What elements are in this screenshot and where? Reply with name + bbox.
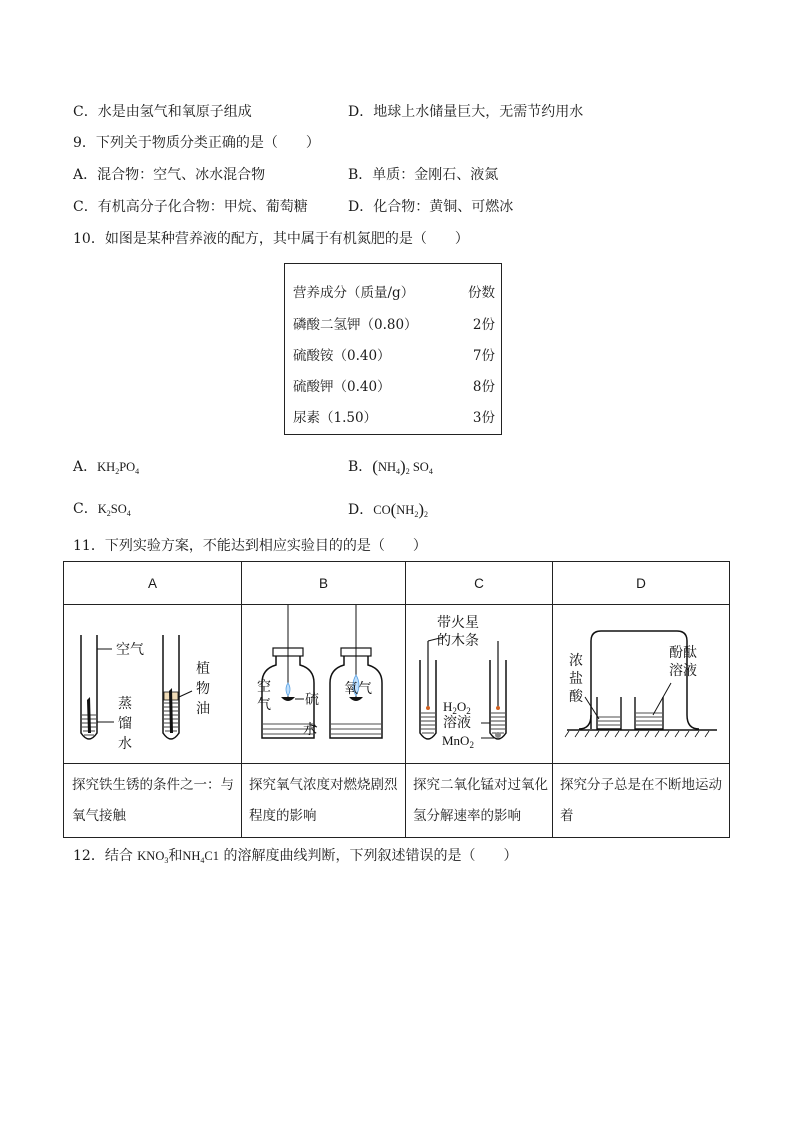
q10-option-a-label: A． bbox=[73, 459, 98, 475]
label-water-2: 馏 bbox=[118, 716, 132, 732]
q11-stem: 11．下列实验方案，不能达到相应实验目的的是（ ） bbox=[73, 538, 427, 554]
label-phen-2: 溶液 bbox=[669, 663, 697, 679]
nutrient-row bbox=[293, 375, 495, 393]
label-h2o2: $H_2O_2$ bbox=[443, 699, 471, 716]
label-splint-2: 的木条 bbox=[437, 633, 479, 649]
spoon-left bbox=[281, 697, 295, 701]
ember-icon bbox=[426, 706, 430, 710]
q12-stem bbox=[73, 847, 517, 867]
caption-d: 探究分子总是在不断地运动着 bbox=[560, 777, 722, 824]
q12-stem-pre: 12．结合 bbox=[73, 848, 138, 864]
spoon-right bbox=[349, 697, 363, 701]
nutrient-parts: 3份 bbox=[472, 410, 495, 426]
label-air-2: 气 bbox=[257, 697, 271, 713]
column-head-b: B bbox=[318, 576, 328, 591]
nutrient-table-header bbox=[293, 281, 495, 299]
q10-option-d-label: D． bbox=[348, 502, 374, 518]
column-head-c: C bbox=[474, 576, 484, 591]
ember-icon bbox=[496, 706, 500, 710]
nutrient-header-name: 营养成分（质量/g） bbox=[293, 285, 415, 301]
label-oil-2: 物 bbox=[196, 681, 210, 697]
label-splint-1: 带火星 bbox=[437, 615, 479, 631]
q9-stem: 9．下列关于物质分类正确的是（ ） bbox=[73, 135, 320, 151]
label-hcl-2: 盐 bbox=[569, 671, 583, 687]
flame-icon bbox=[286, 683, 290, 696]
label-air: 空气 bbox=[116, 642, 144, 658]
q8-option-c: C．水是由氢气和氧原子组成 bbox=[73, 104, 252, 120]
label-air-1: 空 bbox=[257, 679, 271, 695]
label-water: 水 bbox=[303, 722, 317, 738]
label-oil-1: 植 bbox=[196, 661, 210, 677]
label-phen-1: 酚酞 bbox=[669, 645, 697, 661]
q12-stem-post: 的溶解度曲线判断，下列叙述错误的是（ ） bbox=[219, 848, 518, 864]
q10-option-a bbox=[73, 458, 139, 478]
label-water-1: 蒸 bbox=[118, 696, 132, 712]
q12-and: 和 bbox=[168, 848, 183, 864]
label-water-3: 水 bbox=[118, 736, 132, 752]
table-divider bbox=[64, 763, 729, 764]
q10-option-c-formula: $K_2SO_4$ bbox=[97, 502, 131, 518]
nutrient-table bbox=[284, 263, 502, 435]
label-oil-3: 油 bbox=[196, 701, 210, 717]
q10-option-c-label: C． bbox=[73, 501, 98, 517]
q10-option-b-label: B． bbox=[348, 459, 373, 475]
caption-c: 探究二氧化锰对过氧化氢分解速率的影响 bbox=[413, 777, 548, 824]
nutrient-parts: 2份 bbox=[472, 317, 495, 333]
q10-option-c bbox=[73, 500, 131, 520]
nutrient-parts: 7份 bbox=[472, 348, 495, 364]
q12-nh4cl: $NH_4C1$ bbox=[182, 849, 220, 865]
caption-b: 探究氧气浓度对燃烧剧烈程度的影响 bbox=[249, 777, 398, 824]
q10-option-a-formula: $KH_2PO_4$ bbox=[97, 460, 140, 476]
q9-option-c: C．有机高分子化合物：甲烷、葡萄糖 bbox=[73, 199, 308, 215]
q9-option-a: A．混合物：空气、冰水混合物 bbox=[73, 167, 266, 183]
nutrient-name: 磷酸二氢钾（0.80） bbox=[293, 317, 418, 333]
nutrient-header-parts: 份数 bbox=[468, 285, 495, 301]
column-head-d: D bbox=[636, 576, 646, 591]
label-mno2: MnO$_2$ bbox=[442, 733, 474, 750]
q9-option-b: B．单质：金刚石、液氮 bbox=[348, 167, 499, 183]
label-sulfur: 硫 bbox=[305, 692, 319, 708]
q10-option-b-formula: $(NH_4)_2$ $SO_4$ bbox=[372, 457, 433, 476]
iron-rust-diagram bbox=[64, 605, 241, 763]
nutrient-parts: 8份 bbox=[472, 379, 495, 395]
bell-jar-edge bbox=[579, 715, 591, 729]
q10-option-b bbox=[348, 457, 433, 478]
catalyst-diagram bbox=[406, 605, 552, 763]
nutrient-row bbox=[293, 313, 495, 331]
label-solution: 溶液 bbox=[443, 715, 471, 731]
label-hcl-3: 酸 bbox=[569, 689, 583, 705]
nutrient-name: 尿素（1.50） bbox=[293, 410, 378, 426]
label-oxygen: 氧气 bbox=[344, 681, 372, 697]
experiment-table bbox=[63, 561, 730, 838]
q10-option-d bbox=[348, 500, 428, 521]
label-hcl-1: 浓 bbox=[569, 653, 583, 669]
nutrient-name: 硫酸钾（0.40） bbox=[293, 379, 391, 395]
molecular-motion-diagram bbox=[553, 605, 729, 763]
nutrient-name: 硫酸铵（0.40） bbox=[293, 348, 391, 364]
nutrient-row bbox=[293, 344, 495, 362]
nutrient-row bbox=[293, 406, 495, 424]
q12-kno3: $KNO_3$ bbox=[137, 849, 169, 865]
mno2-powder bbox=[495, 732, 501, 738]
combustion-diagram bbox=[242, 605, 405, 763]
q9-option-d: D．化合物：黄铜、可燃冰 bbox=[348, 199, 514, 215]
q10-stem: 10．如图是某种营养液的配方，其中属于有机氮肥的是（ ） bbox=[73, 231, 469, 247]
beaker-hcl bbox=[597, 697, 621, 729]
caption-a: 探究铁生锈的条件之一：与氧气接触 bbox=[72, 777, 234, 824]
iron-nail-left bbox=[87, 697, 91, 733]
q8-option-d: D．地球上水储量巨大，无需节约用水 bbox=[348, 104, 584, 120]
q10-option-d-formula: $CO(NH_2)_2$ bbox=[373, 500, 429, 519]
column-head-a: A bbox=[147, 576, 157, 591]
